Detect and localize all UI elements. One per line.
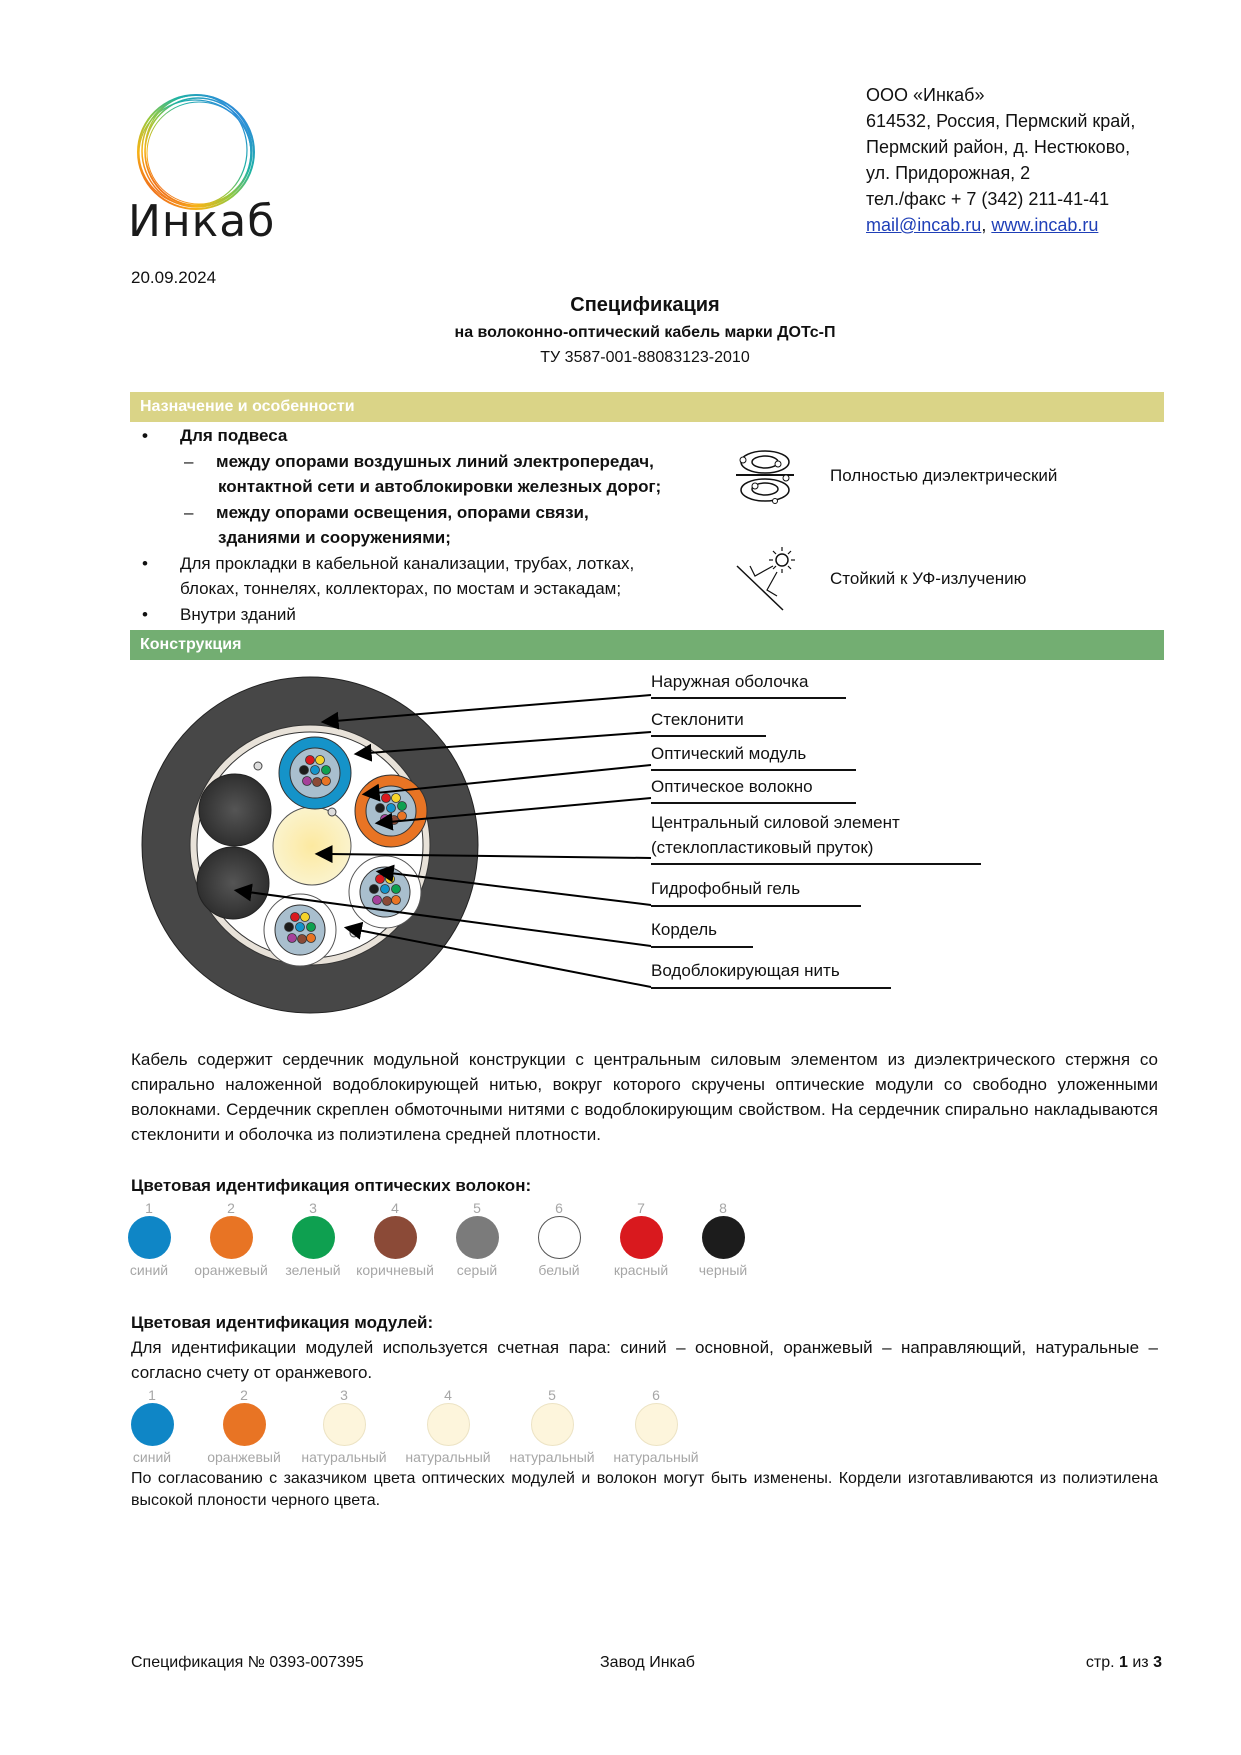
links-separator: , (981, 215, 992, 235)
legend-underline (651, 987, 891, 989)
list-subitem: – между опорами освещения, опорами связи, (140, 500, 740, 526)
dash: – (184, 451, 194, 471)
color-dot (538, 1216, 581, 1259)
module-colors-description: Для идентификации модулей используется счетная пара: синий – основной, оранжевый – направляющий, натуральные – согласно счету от оранжевого. (131, 1338, 1158, 1382)
fiber-swatch: 3 зеленый (285, 1200, 341, 1278)
legend-water-blocking-thread: Водоблокирующая нить (651, 961, 840, 980)
feature-label: Полностью диэлектрический (830, 466, 1058, 485)
fiber-colors-heading: Цветовая идентификация оптических волокон: (131, 1176, 532, 1195)
color-dot (456, 1216, 499, 1259)
fiber-swatch: 8 черный (698, 1200, 748, 1278)
color-dot (620, 1216, 663, 1259)
links-line (866, 212, 1135, 238)
address-line-1: 614532, Россия, Пермский край, (866, 111, 1136, 131)
legend-underline (651, 697, 846, 699)
purpose-section-header: Назначение и особенности (130, 392, 1164, 422)
legend-cordel: Кордель (651, 920, 718, 939)
list-item: • Внутри зданий (140, 602, 740, 628)
list-subitem: – между опорами воздушных линий электропередач, (140, 449, 740, 475)
list-subitem-continuation: зданиями и сооружениями; (218, 528, 451, 547)
bullet: • (142, 553, 148, 573)
company-name: ООО «Инкаб» (866, 85, 985, 105)
legend-optical-module: Оптический модуль (651, 744, 807, 763)
footer-spec-number: Спецификация № 0393-007395 (131, 1654, 364, 1671)
fiber-color-swatches (118, 1200, 754, 1279)
construction-description: Кабель содержит сердечник модульной конструкции с центральным силовым элементом из диэлектрического стержня со спирально наложенной водоблокирующей нитью, вокруг которого скручены оптические модули со свободно уложенными волокнами. Сердечник скреплен обмоточными нитями с водоблокирующим свойством. На сердечник спирально накладываются стеклонити и оболочка из полиэтилена средней плотности. (131, 1050, 1158, 1144)
color-dot (374, 1216, 417, 1259)
color-dot (531, 1403, 574, 1446)
list-item-continuation: блоках, тоннелях, коллекторах, по мостам и эстакадам; (180, 579, 622, 598)
fiber-swatch: 1 синий (118, 1200, 180, 1279)
feature-uv-resistant (735, 546, 1026, 612)
module-swatch: 1 синий (118, 1387, 186, 1466)
fiber-swatch: 4 коричневый (356, 1200, 434, 1278)
list-item: • Для прокладки в кабельной канализации, трубах, лотках, (140, 551, 740, 577)
purpose-list (140, 423, 740, 627)
dash: – (184, 502, 194, 522)
company-logo-text: Инкаб (128, 196, 276, 247)
color-dot (292, 1216, 335, 1259)
module-color-swatches (118, 1387, 704, 1466)
address-line-2: Пермский район, д. Нестюково, (866, 137, 1131, 157)
cable-cross-section-icon (140, 665, 1020, 1025)
fiber-swatch: 6 белый (538, 1200, 580, 1278)
list-item: • Для подвеса (140, 423, 740, 449)
legend-central-member: Центральный силовой элемент (651, 813, 900, 832)
color-dot (702, 1216, 745, 1259)
legend-underline (651, 802, 856, 804)
module-swatch: 6 натуральный (613, 1387, 699, 1465)
legend-underline (651, 905, 861, 907)
legend-hydrophobic-gel: Гидрофобный гель (651, 879, 801, 898)
uv-resistant-icon (735, 546, 795, 612)
footer-plant: Завод Инкаб (600, 1654, 695, 1671)
dielectric-icon (735, 448, 795, 504)
module-colors-note: По согласованию с заказчиком цвета оптических модулей и волокон могут быть изменены. Кордели изготавливаются из полиэтилена высокой плоности черного цвета. (131, 1470, 1158, 1509)
list-subitem-continuation: контактной сети и автоблокировки железных дорог; (218, 477, 662, 496)
module-swatch: 5 натуральный (509, 1387, 595, 1465)
module-colors-heading: Цветовая идентификация модулей: (131, 1313, 434, 1332)
color-dot (223, 1403, 266, 1446)
color-dot (427, 1403, 470, 1446)
color-dot (131, 1403, 174, 1446)
legend-outer-jacket: Наружная оболочка (651, 672, 809, 691)
module-swatch: 3 натуральный (301, 1387, 387, 1465)
bullet: • (142, 604, 148, 624)
legend-glass-yarns: Стеклонити (651, 710, 744, 729)
website-link[interactable]: www.incab.ru (991, 215, 1099, 235)
page-subtitle: на волоконно-оптический кабель марки ДОТс-П (454, 324, 836, 341)
bullet: • (142, 426, 148, 445)
document-date: 20.09.2024 (131, 268, 217, 287)
legend-underline (651, 946, 753, 948)
legend-central-member-detail: (стеклопластиковый пруток) (651, 838, 874, 857)
feature-dielectric (735, 448, 1057, 504)
color-dot (635, 1403, 678, 1446)
company-contact-block (866, 82, 1135, 238)
page-title: Спецификация (570, 294, 720, 316)
fiber-swatch: 2 оранжевый (194, 1200, 268, 1278)
fiber-swatch: 7 красный (613, 1200, 669, 1278)
footer-page-number: стр. 1 из 3 (1085, 1654, 1162, 1671)
email-link[interactable]: mail@incab.ru (866, 215, 982, 235)
feature-label: Стойкий к УФ-излучению (830, 569, 1027, 588)
color-dot (323, 1403, 366, 1446)
phone: тел./факс + 7 (342) 211-41-41 (866, 189, 1110, 209)
legend-underline (651, 769, 856, 771)
construction-section-header: Конструкция (130, 630, 1164, 660)
standard-number: ТУ 3587-001-88083123-2010 (540, 349, 750, 366)
module-swatch: 4 натуральный (405, 1387, 491, 1465)
address-line-3: ул. Придорожная, 2 (866, 163, 1031, 183)
color-dot (128, 1216, 171, 1259)
legend-underline (651, 863, 981, 865)
legend-underline (651, 735, 766, 737)
legend-optical-fiber: Оптическое волокно (651, 777, 813, 796)
cable-cross-section-diagram (140, 665, 1020, 1025)
fiber-swatch: 5 серый (456, 1200, 498, 1278)
module-swatch: 2 оранжевый (207, 1387, 281, 1465)
title-block (0, 290, 1241, 370)
color-dot (210, 1216, 253, 1259)
